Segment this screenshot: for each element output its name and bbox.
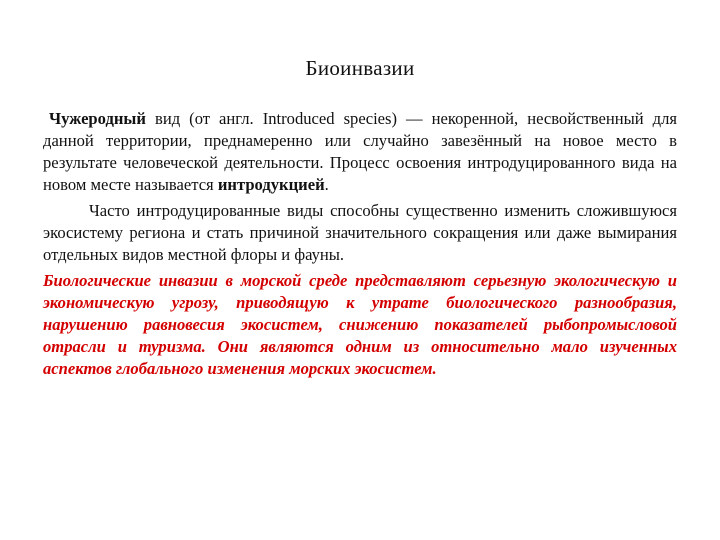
term-introduction: интродукцией bbox=[217, 175, 325, 194]
definition-end: . bbox=[324, 175, 329, 194]
marine-invasions-paragraph: Биологические инвазии в морской среде представляют серьезную экологическую и экономическую угрозу, приводящую к утрате биологического разнообразия, нарушению равновесия экосистем, снижению показателей рыбопромысловой отрасли и туризма. Они являются одним из относительно мало изученных аспектов глобального изменения морских экосистем. bbox=[43, 271, 677, 378]
impact-paragraph: Часто интродуцированные виды способны существенно изменить сложившуюся экосистему региона и стать причиной значительного сокращения или даже вымирания отдельных видов местной флоры и фауны. bbox=[43, 201, 677, 264]
definition-text: вид (от англ. Introduced species) — некоренной, несвойственный для данной территории, преднамеренно или случайно завезённый на новое место в результате человеческой деятельности. Процесс освоения интродуцированного вида на новом месте называется bbox=[43, 109, 677, 194]
term-alien-species: Чужеродный bbox=[49, 109, 146, 128]
definition-paragraph bbox=[43, 108, 677, 196]
slide-body bbox=[43, 108, 677, 380]
slide-title: Биоинвазии bbox=[305, 56, 415, 80]
